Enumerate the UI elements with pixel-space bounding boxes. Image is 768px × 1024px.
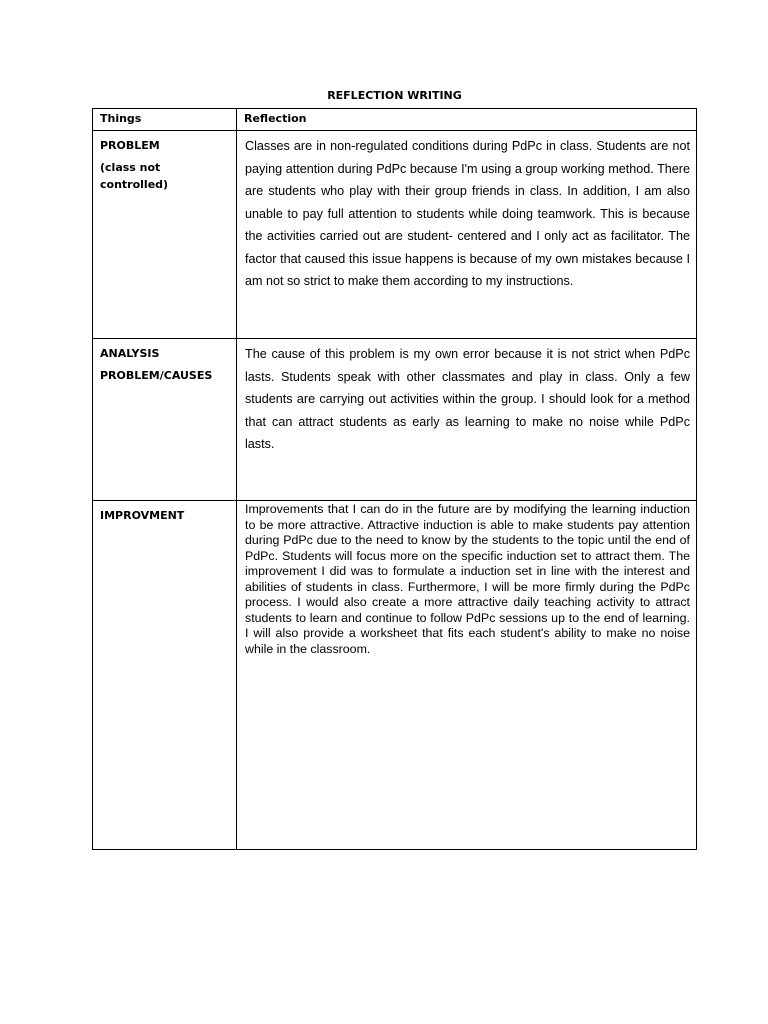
row-label-analysis (93, 339, 237, 501)
table-row-improvement (93, 501, 697, 850)
label-problem-sub-1: (class not (100, 161, 161, 174)
reflection-text-analysis: The cause of this problem is my own error because it is not strict when PdPc lasts. Students speak with other classmates and play in class. Only a few students are carrying out activities within the group. I should look for a method that can attract students as early as learning to make no noise while PdPc lasts. (237, 339, 697, 501)
table-header-row (93, 109, 697, 131)
reflection-table (92, 108, 697, 850)
label-problem-sub-2: controlled) (100, 178, 169, 191)
label-improvement: IMPROVMENT (100, 509, 185, 522)
table-row-analysis (93, 339, 697, 501)
row-label-improvement (93, 501, 237, 850)
table-row-problem (93, 131, 697, 339)
label-analysis: ANALYSIS (100, 347, 160, 360)
header-things: Things (93, 109, 237, 131)
header-reflection: Reflection (237, 109, 697, 131)
document-title: REFLECTION WRITING (327, 89, 462, 102)
reflection-text-problem: Classes are in non-regulated conditions during PdPc in class. Students are not paying attention during PdPc because I'm using a group working method. There are students who play with their group friends in class. In addition, I am also unable to pay full attention to students while doing teamwork. This is because the activities carried out are student- centered and I only act as facilitator. The factor that caused this issue happens is because of my own mistakes because I am not so strict to make them according to my instructions. (237, 131, 697, 339)
reflection-text-improvement: Improvements that I can do in the future are by modifying the learning induction to be more attractive. Attractive induction is able to make students pay attention during PdPc due to the need to know by the students to the topic until the end of PdPc. Students will focus more on the specific induction set to attract them. The improvement I did was to formulate a induction set in line with the interest and abilities of students in class. Furthermore, I will be more firmly during the PdPc process. I would also create a more attractive daily teaching activity to attract students to learn and continue to follow PdPc sessions up to the end of learning. I will also provide a worksheet that fits each student's ability to make no noise while in the classroom. (237, 501, 697, 850)
label-analysis-sub: PROBLEM/CAUSES (100, 369, 213, 382)
row-label-problem (93, 131, 237, 339)
label-problem: PROBLEM (100, 139, 160, 152)
